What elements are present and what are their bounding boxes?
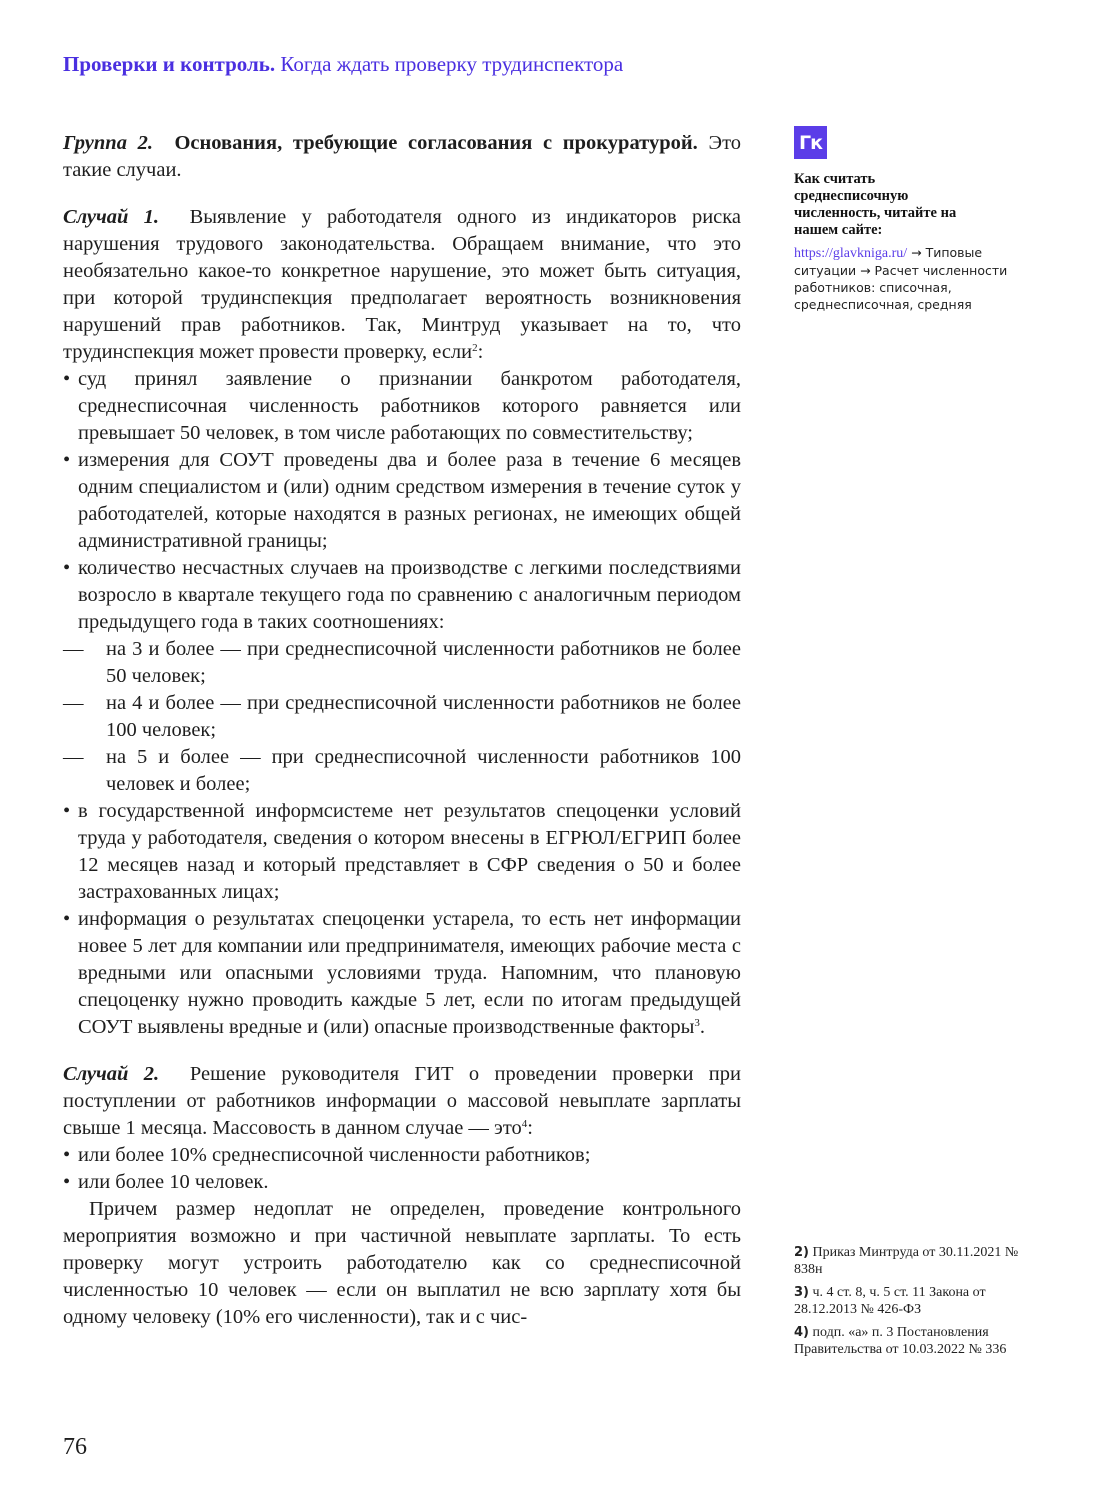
footnote: 4) подп. «а» п. 3 Постановления Правительства от 10.03.2022 № 336 (794, 1325, 1007, 1357)
glavkniga-logo-icon: Гк (794, 126, 827, 159)
list-item: • суд принял заявление о признании банкротом работодателя, среднесписочная численность работников которого равняется или превышает 50 человек, в том числе работающих по совместительству; (63, 366, 741, 447)
list-item: • или более 10 человек. (63, 1169, 741, 1196)
footnote-ref: 2 (472, 342, 478, 354)
sidebar-text (794, 244, 1014, 313)
site-link[interactable]: https://glavkniga.ru/ (794, 246, 908, 261)
footnote-ref: 3 (694, 1017, 700, 1029)
list-item: • количество несчастных случаев на производстве с легкими последствиями возросло в квартале текущего года по сравнению с аналогичным периодом предыдущего года в таких соотношениях: — на 3 и более — при среднесписочной численности работников не более 50 человек; — на 4 и более — при среднесписочной численности работников не более 100 человек; — на 5 и более — при среднесписочной численности работников 100 человек и более; (63, 555, 741, 798)
group-label: Группа 2. (63, 132, 154, 154)
list-item: • измерения для СОУТ проведены два и более раза в течение 6 месяцев одним специалистом и (или) одним средством измерения в течение суток у работодателей, которые находятся в разных регионах, не имеющих общей административной границы; (63, 447, 741, 555)
dash-item: — на 5 и более — при среднесписочной численности работников 100 человек и более; (63, 746, 741, 795)
dash-item: — на 4 и более — при среднесписочной численности работников не более 100 человек; (63, 692, 741, 741)
main-column (63, 130, 741, 1331)
case2-bullets (63, 1142, 741, 1196)
footnote-ref: 4 (521, 1118, 528, 1130)
group-heading: Основания, требующие согласования с прокуратурой. (174, 132, 698, 154)
sidebar-path: → Типовые ситуации → Расчет численности работников: списочная, среднесписочная, средняя (794, 245, 1008, 312)
group-text: Это такие случаи. (63, 132, 742, 181)
dash-list (63, 636, 741, 798)
list-item: • информация о результатах спецоценки устарела, то есть нет информации новее 5 лет для компании или предпринимателя, имеющих рабочие места с вредными или опасными условиями труда. Напомним, что плановую спецоценку нужно проводить каждые 5 лет, если по итогам предыдущей СОУТ выявлены вредные и (или) опасные производственные факторы$^3$. (63, 906, 741, 1041)
case2-text: Решение руководителя ГИТ о проведении проверки при поступлении от работников информации о массовой невыплате зарплаты свыше 1 месяца. Массовость в данном случае — это (63, 1063, 741, 1139)
footnote: 3) ч. 4 ст. 8, ч. 5 ст. 11 Закона от 28.12.2013 № 426-ФЗ (794, 1285, 986, 1317)
list-item: • в государственной информсистеме нет результатов спецоценки условий труда у работодателя, сведения о котором внесены в ЕГРЮЛ/ЕГРИП более 12 месяцев назад и который представляет в СФР сведения о 50 и более застрахованных лицах; (63, 798, 741, 906)
header-section: Проверки и контроль. (63, 52, 276, 76)
footnote: 2) Приказ Минтруда от 30.11.2021 № 838н (794, 1245, 1019, 1277)
footnotes (794, 1244, 1024, 1364)
dash-item: — на 3 и более — при среднесписочной численности работников не более 50 человек; (63, 638, 741, 687)
running-header (63, 52, 623, 77)
page-number: 76 (63, 1434, 87, 1460)
case1-paragraph: Случай 1. Выявление у работодателя одного из индикаторов риска нарушения трудового законодательства. Обращаем внимание, что это необязательно какое-то конкретное нарушение, это может быть ситуация, при которой трудинспекция предполагает вероятность возникновения нарушений прав работников. Так, Минтруд указывает на то, что трудинспекция может провести проверку, если$^2$: (63, 206, 742, 363)
case2-paragraph: Случай 2. Решение руководителя ГИТ о проведении проверки при поступлении от работников информации о массовой невыплате зарплаты свыше 1 месяца. Массовость в данном случае — это$^4$: (63, 1063, 741, 1139)
case2-label: Случай 2. (63, 1063, 160, 1085)
case1-text: Выявление у работодателя одного из индикаторов риска нарушения трудового законодательства. Обращаем внимание, что это необязательно какое-то конкретное нарушение, это может быть ситуация, при которой трудинспекция предполагает вероятность возникновения нарушений прав работников. Так, Минтруд указывает на то, что трудинспекция может провести проверку, если (63, 206, 742, 363)
group-paragraph (63, 130, 741, 184)
case1-bullets (63, 366, 741, 1041)
case1-label: Случай 1. (63, 206, 160, 228)
sidebar-title: Как считать среднесписочную численность, читайте на нашем сайте: (794, 171, 957, 238)
header-title: Когда ждать проверку трудинспектора (280, 52, 624, 76)
case2-paragraph-cont: Причем размер недоплат не определен, проведение контрольного мероприятия возможно и при частичной невыплате зарплаты. То есть проверку могут устроить работодателю как со среднесписочной численностью 10 человек — если он выплатил не всю зарплату хотя бы одному человеку (10% его численности), так и с чис- (63, 1198, 741, 1328)
list-item: • или более 10% среднесписочной численности работников; (63, 1142, 741, 1169)
sidebar-note (794, 126, 1014, 313)
